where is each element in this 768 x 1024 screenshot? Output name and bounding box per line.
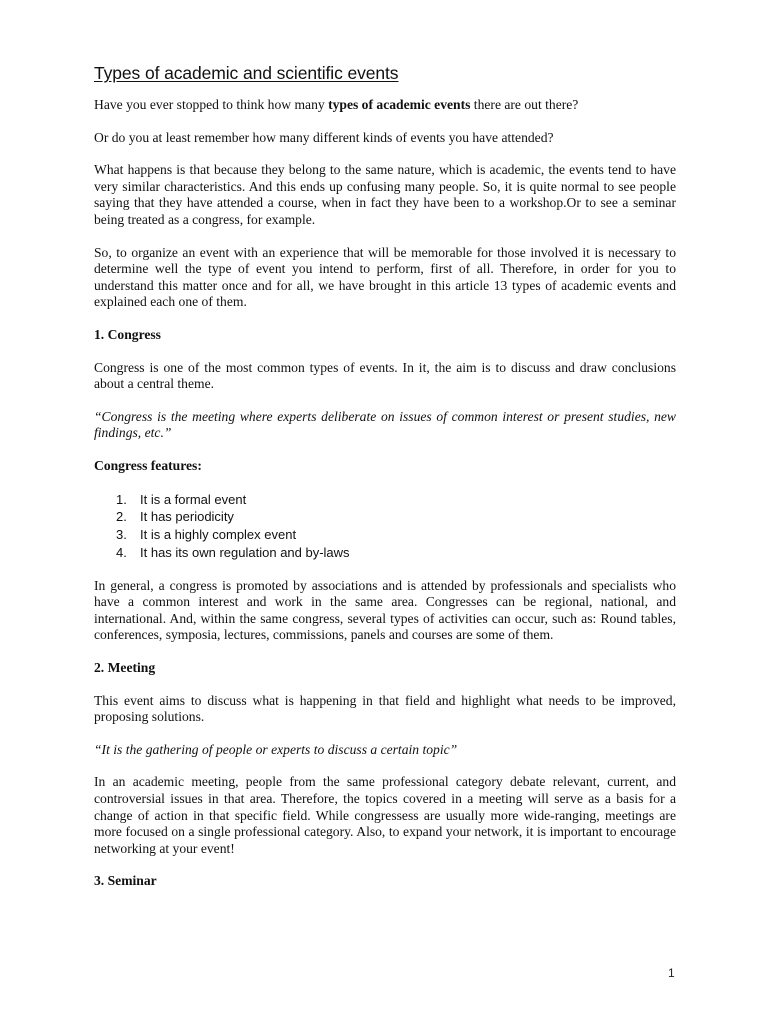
list-item-number: 4.: [116, 544, 127, 560]
intro-text: there are out there?: [470, 97, 579, 112]
congress-paragraph-2: In general, a congress is promoted by associations and is attended by professionals and specialists who have a common interest and work in the same area. Congresses can be regional, national, and international. And, within the same congress, several types of activities can occur, such as: Round tables, conferences, symposia, lectures, commissions, panels and courses are some of them.: [94, 577, 676, 643]
list-item: [94, 491, 676, 509]
list-item-text: It is a highly complex event: [140, 527, 297, 543]
list-item-number: 2.: [116, 509, 127, 525]
list-item-text: It has periodicity: [140, 509, 234, 525]
meeting-paragraph-1: This event aims to discuss what is happening in that field and highlight what needs to be improved, proposing solutions.: [94, 692, 676, 725]
meeting-quote: “It is the gathering of people or experts to discuss a certain topic”: [94, 741, 458, 757]
meeting-heading: 2. Meeting: [94, 660, 156, 676]
intro-paragraph-3: What happens is that because they belong to the same nature, which is academic, the events tend to have very similar characteristics. And this ends up confusing many people. So, it is quite normal to see people saying that they have attended a course, when in fact they have been to a workshop.Or to see a seminar being treated as a congress, for example.: [94, 162, 676, 227]
list-item-text: It is a formal event: [140, 491, 247, 507]
congress-quote: “Congress is the meeting where experts deliberate on issues of common interest or present studies, new findings, etc.”: [94, 408, 676, 441]
document-page: [94, 60, 676, 906]
congress-heading: 1. Congress: [94, 326, 161, 342]
list-item: [94, 526, 676, 544]
intro-text: Have you ever stopped to think how many: [94, 97, 329, 112]
document-title: Types of academic and scientific events: [94, 63, 399, 83]
intro-paragraph-2: Or do you at least remember how many different kinds of events you have attended?: [94, 129, 554, 145]
intro-bold-text: types of academic events: [328, 97, 471, 112]
list-item: [94, 508, 676, 526]
seminar-heading: 3. Seminar: [94, 873, 157, 889]
intro-paragraph-4: So, to organize an event with an experience that will be memorable for those involved it is necessary to determine well the type of event you intend to perform, first of all. Therefore, in order for you to understand this matter once and for all, we have brought in this article 13 types of academic events and explained each one of them.: [94, 244, 676, 310]
list-item-number: 1.: [116, 491, 127, 507]
list-item-text: It has its own regulation and by-laws: [140, 544, 350, 560]
list-item-number: 3.: [116, 527, 127, 543]
page-number: 1: [668, 966, 675, 980]
congress-features-list: [94, 491, 676, 562]
list-item: [94, 544, 676, 562]
congress-features-heading: Congress features:: [94, 457, 202, 473]
meeting-paragraph-2: In an academic meeting, people from the same professional category debate relevant, current, and controversial issues in that area. Therefore, the topics covered in a meeting will serve as a basis for a change of action in that specific field. While congressess are usually more wide-ranging, meetings are more focused on a single professional category. Also, to expand your network, it is important to encourage networking at your event!: [94, 774, 676, 856]
intro-paragraph-1: [94, 97, 676, 114]
congress-paragraph-1: Congress is one of the most common types of events. In it, the aim is to discuss and draw conclusions about a central theme.: [94, 359, 676, 392]
